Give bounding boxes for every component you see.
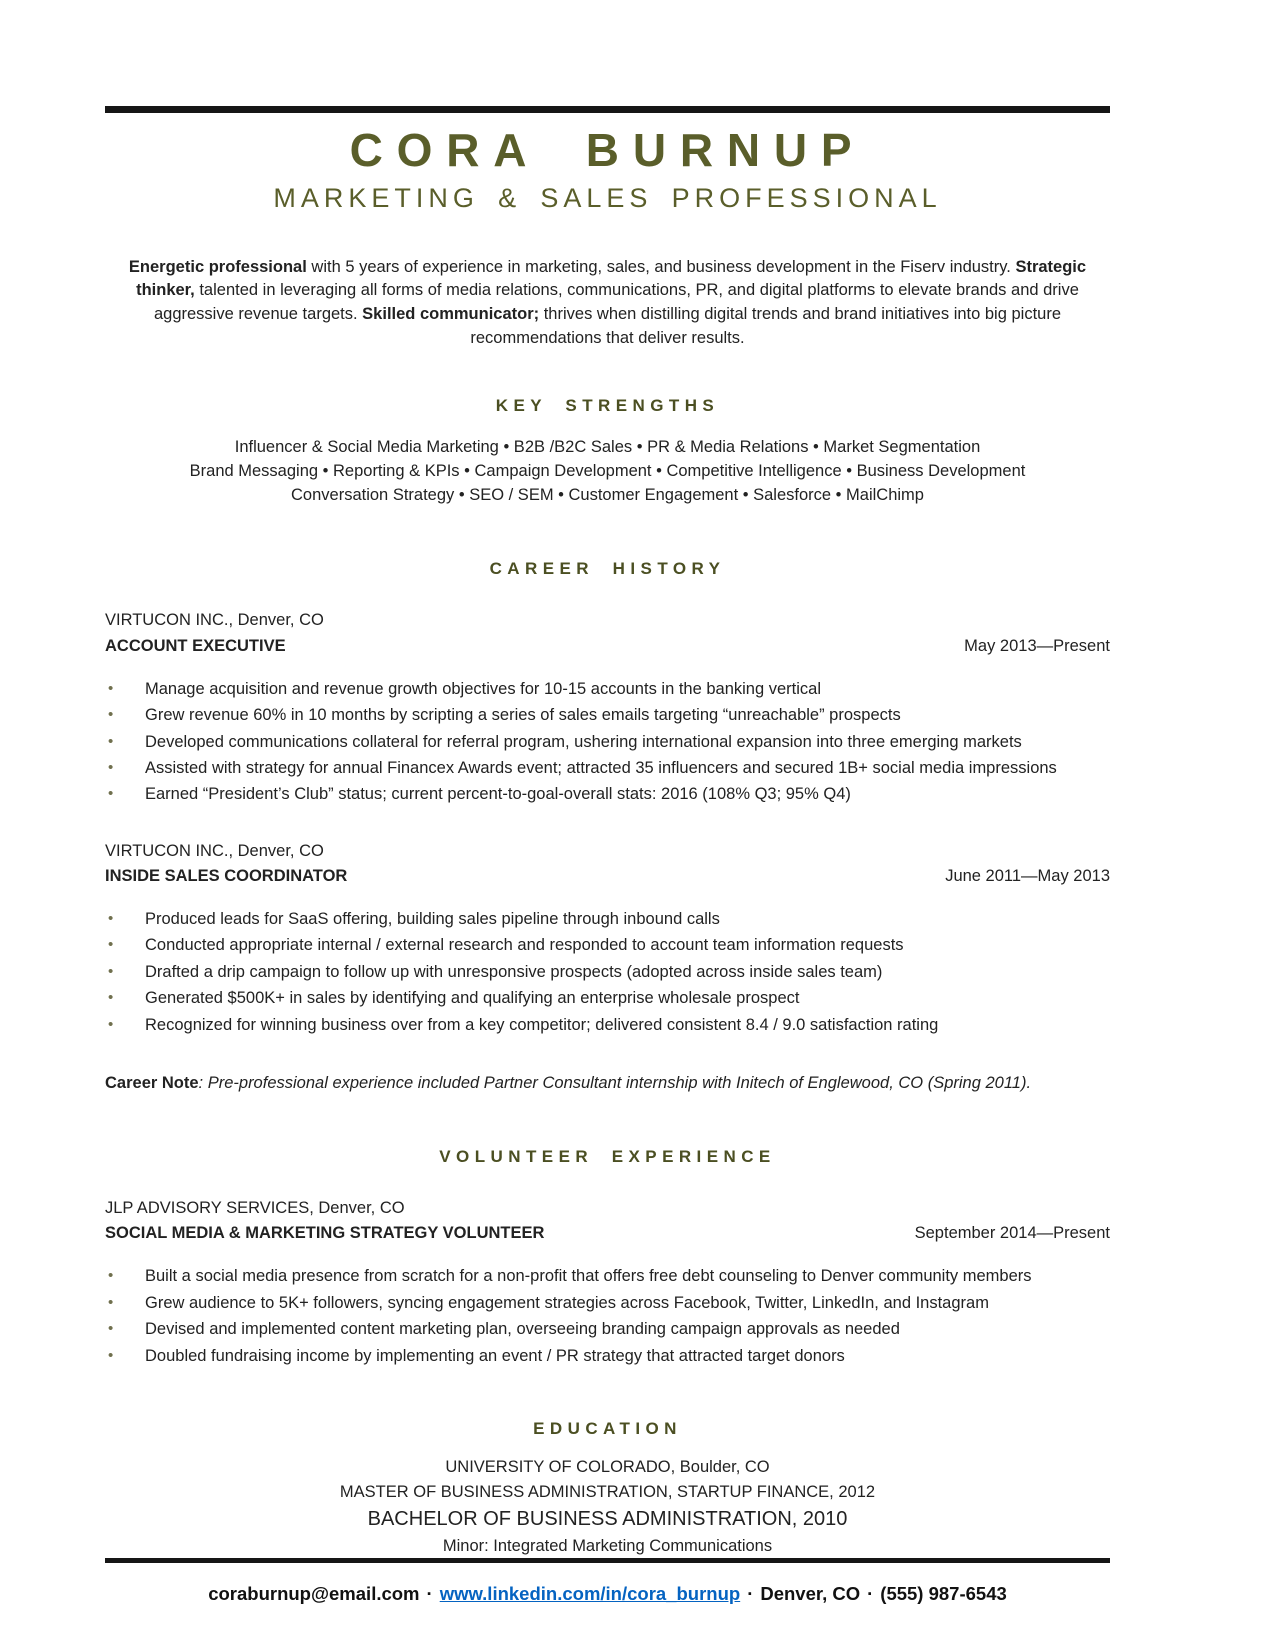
job-dates: September 2014—Present [914,1224,1110,1243]
education-line: BACHELOR OF BUSINESS ADMINISTRATION, 2010 [367,1507,848,1530]
bullet-item: • Drafted a drip campaign to follow up with unresponsive prospects (adopted across inside sales team) [105,961,1110,984]
bullet-item: • Produced leads for SaaS offering, building sales pipeline through inbound calls [105,908,1110,931]
contact-location: Denver, CO [760,1583,861,1605]
summary-bold-2: Strategic thinker, [136,257,1087,300]
bullet-item: • Conducted appropriate internal / external research and responded to account team information requests [105,934,1110,957]
section-heading-key-strengths: KEY STRENGTHS [495,395,720,415]
name-heading: CORA BURNUP [349,124,866,176]
education-line: MASTER OF BUSINESS ADMINISTRATION, STARTUP FINANCE, 2012 [339,1482,876,1501]
bullet-item: • Recognized for winning business over from a key competitor; delivered consistent 8.4 / 9.0 satisfaction rating [105,1014,1110,1037]
summary-text-3: thrives when distilling digital trends and brand initiatives into big picture recommendations that deliver results. [470,305,1062,348]
bullet-item: • Built a social media presence from scratch for a non-profit that offers free debt counseling to Denver community members [105,1265,1110,1288]
bullet-item: • Earned “President’s Club” status; current percent-to-goal-overall stats: 2016 (108% Q3; 95% Q4) [105,783,1110,806]
education-list [105,1455,1110,1558]
bullet-item: • Developed communications collateral for referral program, ushering international expansion into three emerging markets [105,731,1110,754]
job-bullets [105,908,1110,1037]
bullet-item: • Grew revenue 60% in 10 months by scripting a series of sales emails targeting “unreachable” prospects [105,704,1110,727]
footer-rule [105,1558,1110,1563]
contact-line [105,1583,1110,1605]
job-title-row [105,635,1110,658]
job-title: ACCOUNT EXECUTIVE [105,636,286,655]
job-entry [105,840,1110,1040]
footer [105,1558,1110,1605]
company-line: VIRTUCON INC., Denver, CO [105,611,324,630]
section-heading-education: EDUCATION [533,1419,682,1439]
job-title-row [105,1222,1110,1245]
company-line: VIRTUCON INC., Denver, CO [105,841,324,860]
bullet-item: • Manage acquisition and revenue growth objectives for 10-15 accounts in the banking vertical [105,678,1110,701]
title-heading: MARKETING & SALES PROFESSIONAL [273,182,942,213]
job-bullets [105,678,1110,807]
education-line: UNIVERSITY OF COLORADO, Boulder, CO [445,1458,770,1477]
key-strengths-line: Influencer & Social Media Marketing • B2B /B2C Sales • PR & Media Relations • Market Segmentation [234,437,981,456]
separator-dot: · [867,1583,874,1605]
job-title: SOCIAL MEDIA & MARKETING STRATEGY VOLUNTEER [105,1224,545,1243]
key-strengths-list [105,436,1110,508]
key-strengths-line: Conversation Strategy • SEO / SEM • Customer Engagement • Salesforce • MailChimp [291,485,924,504]
job-dates: June 2011—May 2013 [945,866,1110,885]
job-title-row [105,865,1110,888]
career-note [105,1072,1110,1095]
top-rule [105,106,1110,113]
section-heading-career-history: CAREER HISTORY [489,559,726,579]
summary-bold-3: Skilled communicator; [362,305,540,324]
company-line: JLP ADVISORY SERVICES, Denver, CO [105,1199,405,1218]
bullet-item: • Grew audience to 5K+ followers, syncing engagement strategies across Facebook, Twitter, LinkedIn, and Instagram [105,1292,1110,1315]
summary-text-2: talented in leveraging all forms of media relations, communications, PR, and digital platforms to elevate brands and drive aggressive revenue targets. [153,281,1079,324]
career-note-text: : Pre-professional experience included Partner Consultant internship with Initech of Englewood, CO (Spring 2011). [198,1074,1032,1093]
summary-paragraph [105,256,1110,352]
key-strengths-line: Brand Messaging • Reporting & KPIs • Campaign Development • Competitive Intelligence • Business Development [189,461,1026,480]
contact-phone: (555) 987-6543 [880,1583,1007,1605]
linkedin-link[interactable]: www.linkedin.com/in/cora_burnup [439,1583,741,1605]
summary-bold-1: Energetic professional [128,257,307,276]
bullet-item: • Generated $500K+ in sales by identifying and qualifying an enterprise wholesale prospect [105,987,1110,1010]
separator-dot: · [747,1583,754,1605]
volunteer-bullets [105,1265,1110,1368]
bullet-item: • Assisted with strategy for annual Financex Awards event; attracted 35 influencers and secured 1B+ social media impressions [105,757,1110,780]
summary-text-1: with 5 years of experience in marketing, sales, and business development in the Fiserv industry. [306,257,1016,276]
bullet-item: • Doubled fundraising income by implementing an event / PR strategy that attracted target donors [105,1345,1110,1368]
career-note-label: Career Note [105,1074,199,1093]
section-heading-volunteer-experience: VOLUNTEER EXPERIENCE [439,1147,776,1167]
education-line: Minor: Integrated Marketing Communications [442,1536,773,1555]
job-title: INSIDE SALES COORDINATOR [105,866,348,885]
separator-dot: · [426,1583,433,1605]
bullet-item: • Devised and implemented content marketing plan, overseeing branding campaign approvals as needed [105,1318,1110,1341]
job-entry [105,609,1110,809]
contact-email: coraburnup@email.com [208,1583,420,1605]
volunteer-entry [105,1197,1110,1371]
job-dates: May 2013—Present [964,636,1110,655]
